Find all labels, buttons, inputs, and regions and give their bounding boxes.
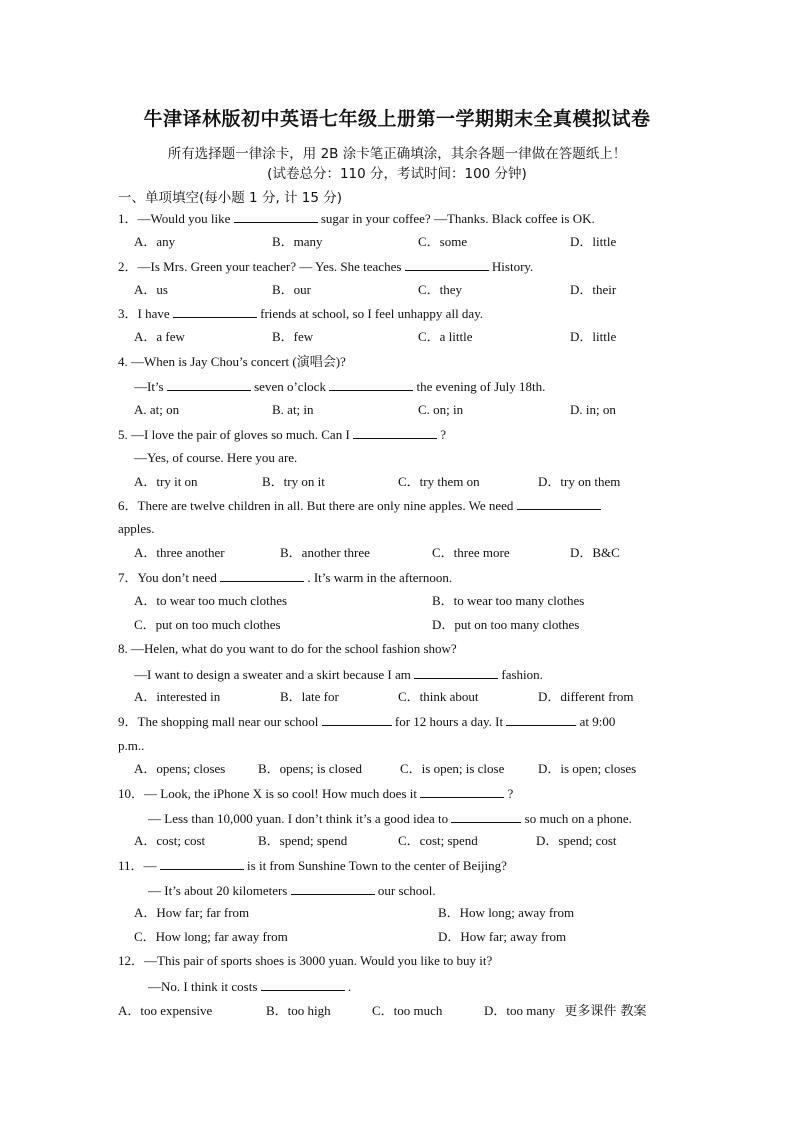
page-title: 牛津译林版初中英语七年级上册第一学期期末全真模拟试卷 — [143, 108, 651, 130]
answer-blank[interactable] — [234, 210, 318, 223]
answer-blank[interactable] — [506, 713, 576, 726]
question-12-options — [0, 1003, 794, 1019]
question-6-line2: apples. — [118, 521, 155, 536]
option-d[interactable]: D．put on too many clothes — [432, 617, 580, 632]
question-3-options — [0, 329, 794, 345]
answer-blank[interactable] — [353, 426, 437, 439]
option-a[interactable]: A．How far; far from — [134, 905, 250, 920]
answer-blank[interactable] — [405, 258, 489, 271]
option-b[interactable]: B．try on it — [262, 474, 325, 489]
option-a[interactable]: A．interested in — [134, 689, 221, 704]
question-7-options-row2 — [0, 617, 794, 633]
option-c[interactable]: C．try them on — [398, 474, 480, 489]
question-10-options — [0, 833, 794, 849]
option-b[interactable]: B．How long; away from — [438, 905, 575, 920]
option-a[interactable]: A．a few — [134, 329, 185, 344]
option-a[interactable]: A．three another — [134, 545, 225, 560]
question-11-options-row1 — [0, 905, 794, 921]
answer-blank[interactable] — [167, 378, 251, 391]
answer-blank[interactable] — [420, 785, 504, 798]
question-1-stem: 1．—Would you like sugar in your coffee? —Thanks. Black coffee is OK. — [118, 211, 595, 226]
answer-blank[interactable] — [291, 882, 375, 895]
question-12-stem: 12．—This pair of sports shoes is 3000 yuan. Would you like to buy it? — [118, 953, 493, 968]
question-4-stem: 4. —When is Jay Chou’s concert (演唱会)? — [118, 354, 346, 369]
question-4-line2: —It’s seven o’clock the evening of July 18th. — [134, 379, 546, 394]
question-1-options — [0, 234, 794, 250]
option-c[interactable]: C．cost; spend — [398, 833, 478, 848]
option-d[interactable]: D．little — [570, 329, 617, 344]
question-6-options — [0, 545, 794, 561]
question-3-stem: 3．I have friends at school, so I feel unhappy all day. — [118, 306, 484, 321]
question-5-stem: 5. —I love the pair of gloves so much. Can I ? — [118, 427, 447, 442]
option-d-with-footer — [484, 1003, 647, 1020]
option-c[interactable]: C．think about — [398, 689, 479, 704]
option-c[interactable]: C．too much — [372, 1003, 443, 1018]
question-11-options-row2 — [0, 929, 794, 945]
answer-blank[interactable] — [261, 978, 345, 991]
option-b[interactable]: B．many — [272, 234, 323, 249]
question-2-stem: 2．—Is Mrs. Green your teacher? — Yes. She teaches History. — [118, 259, 534, 274]
option-b[interactable]: B．to wear too many clothes — [432, 593, 585, 608]
option-b[interactable]: B．our — [272, 282, 312, 297]
question-8-options — [0, 689, 794, 705]
option-b[interactable]: B．another three — [280, 545, 370, 560]
option-c[interactable]: C．some — [418, 234, 468, 249]
option-d[interactable]: D．their — [570, 282, 617, 297]
option-c[interactable]: C．a little — [418, 329, 473, 344]
option-a[interactable]: A．to wear too much clothes — [134, 593, 288, 608]
option-a[interactable]: A．cost; cost — [134, 833, 206, 848]
option-b[interactable]: B. at; in — [272, 402, 314, 417]
answer-blank[interactable] — [322, 713, 392, 726]
option-d[interactable]: D．try on them — [538, 474, 621, 489]
question-10-stem: 10．— Look, the iPhone X is so cool! How much does it ? — [118, 786, 514, 801]
option-a[interactable]: A．too expensive — [118, 1003, 213, 1018]
question-10-line2: — Less than 10,000 yuan. I don’t think it’s a good idea to so much on a phone. — [148, 811, 632, 826]
option-d[interactable]: D．spend; cost — [536, 833, 617, 848]
answer-blank[interactable] — [451, 810, 521, 823]
option-c[interactable]: C．three more — [432, 545, 510, 560]
question-11-line2: — It’s about 20 kilometers our school. — [148, 883, 436, 898]
option-b[interactable]: B．too high — [266, 1003, 331, 1018]
answer-blank[interactable] — [414, 666, 498, 679]
question-9-options — [0, 761, 794, 777]
option-d[interactable]: D．different from — [538, 689, 634, 704]
option-c[interactable]: C．is open; is close — [400, 761, 505, 776]
footer-promo-text: 更多课件 教案 — [564, 1004, 647, 1019]
answer-blank[interactable] — [160, 857, 244, 870]
option-a[interactable]: A．try it on — [134, 474, 198, 489]
answer-blank[interactable] — [173, 305, 257, 318]
option-c[interactable]: C．How long; far away from — [134, 929, 288, 944]
question-2-options — [0, 282, 794, 298]
question-12-line2: —No. I think it costs . — [148, 979, 352, 994]
option-c[interactable]: C．they — [418, 282, 463, 297]
answer-blank[interactable] — [517, 497, 601, 510]
question-9-stem: 9．The shopping mall near our school for 12 hours a day. It at 9:00 — [118, 714, 616, 729]
option-a[interactable]: A．us — [134, 282, 168, 297]
option-d[interactable]: D．B&C — [570, 545, 620, 560]
question-4-options — [0, 402, 794, 418]
option-d[interactable]: D．How far; away from — [438, 929, 567, 944]
option-b[interactable]: B．late for — [280, 689, 339, 704]
option-d[interactable]: D. in; on — [570, 402, 616, 417]
option-b[interactable]: B．few — [272, 329, 314, 344]
exam-notice: 所有选择题一律涂卡，用 2B 涂卡笔正确填涂，其余各题一律做在答题纸上！ — [167, 146, 627, 162]
question-6-stem: 6．There are twelve children in all. But there are only nine apples. We need — [118, 497, 601, 514]
option-d[interactable]: D．is open; closes — [538, 761, 637, 776]
answer-blank[interactable] — [329, 378, 413, 391]
question-8-stem: 8. —Helen, what do you want to do for the school fashion show? — [118, 641, 457, 656]
option-b[interactable]: B．spend; spend — [258, 833, 348, 848]
section-heading: 一、单项填空(每小题 1 分, 计 15 分) — [118, 190, 343, 206]
question-5-line2: —Yes, of course. Here you are. — [134, 450, 298, 465]
question-7-stem: 7．You don’t need . It’s warm in the afternoon. — [118, 570, 453, 585]
option-a[interactable]: A. at; on — [134, 402, 180, 417]
question-11-stem: 11．— is it from Sunshine Town to the center of Beijing? — [118, 858, 507, 873]
option-c[interactable]: C．put on too much clothes — [134, 617, 281, 632]
question-5-options — [0, 474, 794, 490]
answer-blank[interactable] — [220, 569, 304, 582]
option-a[interactable]: A．any — [134, 234, 176, 249]
option-d[interactable]: D．little — [570, 234, 617, 249]
option-c[interactable]: C. on; in — [418, 402, 464, 417]
question-9-line2: p.m.. — [118, 738, 145, 753]
question-7-options-row1 — [0, 593, 794, 609]
score-info: (试卷总分：110 分，考试时间：100 分钟) — [267, 166, 527, 182]
option-d[interactable]: D．too many — [484, 1003, 556, 1018]
option-b[interactable]: B．opens; is closed — [258, 761, 362, 776]
option-a[interactable]: A．opens; closes — [134, 761, 226, 776]
question-8-line2: —I want to design a sweater and a skirt because I am fashion. — [134, 667, 543, 682]
